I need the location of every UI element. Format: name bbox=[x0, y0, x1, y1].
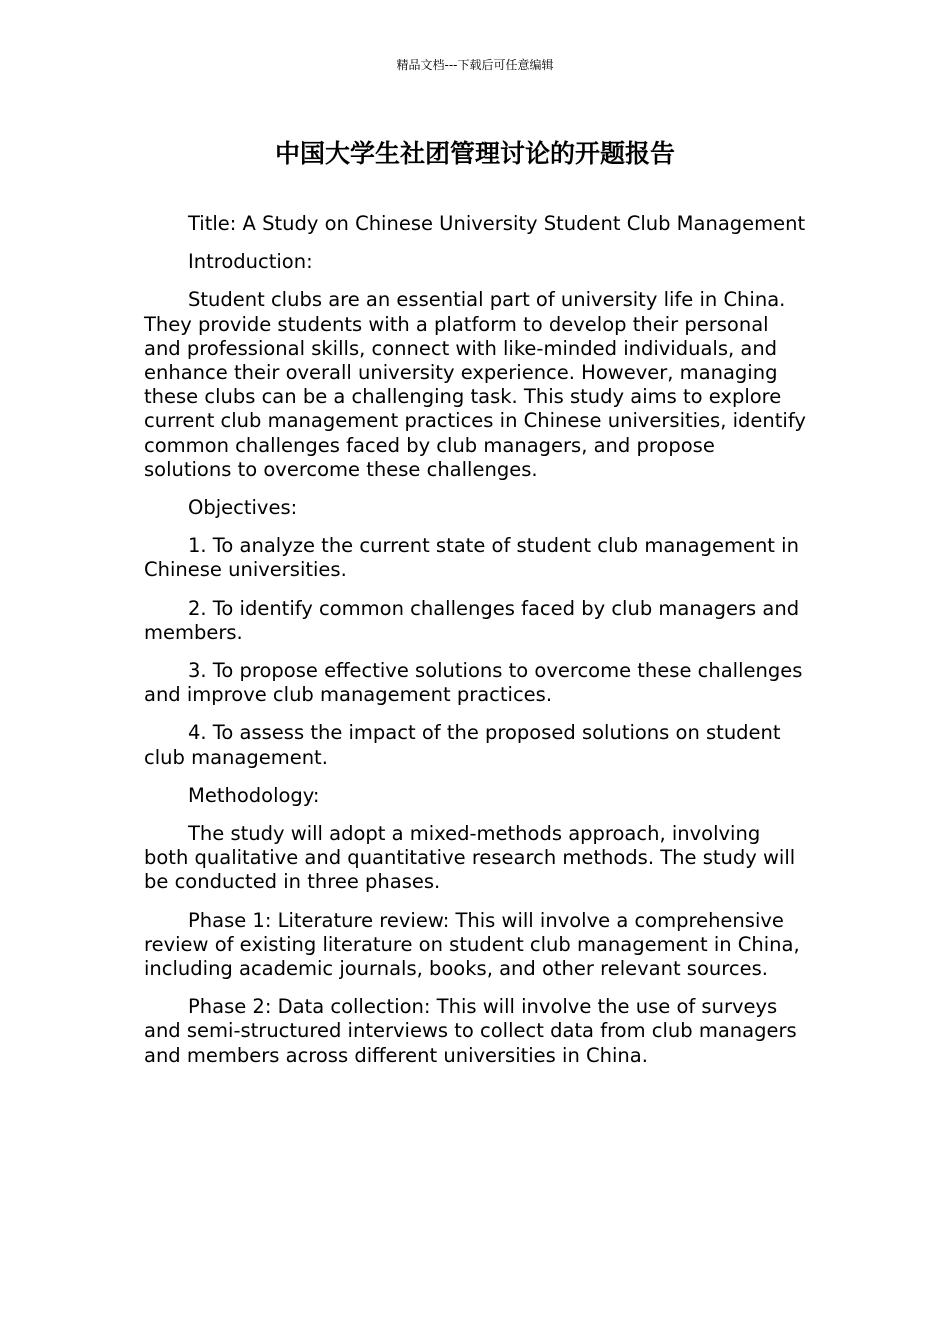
paragraph-phase-1: Phase 1: Literature review: This will involve a comprehensive review of existing literature on student club management in China, including academic journals, books, and other relevant sources. bbox=[144, 908, 800, 981]
heading-methodology: Methodology: bbox=[188, 783, 320, 807]
heading-introduction: Introduction: bbox=[188, 250, 313, 274]
document-title: 中国大学生社团管理讨论的开题报告 bbox=[274, 139, 675, 168]
paragraph-phase-2: Phase 2: Data collection: This will involve the use of surveys and semi-structured interviews to collect data from club managers and members across different universities in China. bbox=[144, 995, 797, 1067]
paragraph-methodology: The study will adopt a mixed-methods approach, involving both qualitative and quantitative research methods. The study will be conducted in three phases. bbox=[144, 822, 796, 894]
objective-item: 4. To assess the impact of the proposed solutions on student club management. bbox=[144, 721, 781, 769]
objective-item: 1. To analyze the current state of student club management in Chinese universities. bbox=[144, 534, 799, 582]
page-header-note: 精品文档---下载后可任意编辑 bbox=[396, 58, 554, 72]
heading-objectives: Objectives: bbox=[188, 496, 298, 520]
document-body bbox=[144, 212, 808, 1082]
paragraph-introduction: Student clubs are an essential part of university life in China. They provide students with a platform to develop their personal and professional skills, connect with like-minded individuals, and enhance their overall university experience. However, managing these clubs can be a challenging task. This study aims to explore current club management practices in Chinese universities, identify common challenges faced by club managers, and propose solutions to overcome these challenges. bbox=[144, 288, 806, 481]
objective-item: 2. To identify common challenges faced by club managers and members. bbox=[144, 596, 800, 644]
objective-item: 3. To propose effective solutions to overcome these challenges and improve club management practices. bbox=[144, 659, 803, 707]
paragraph-study-title: Title: A Study on Chinese University Student Club Management bbox=[188, 212, 806, 235]
